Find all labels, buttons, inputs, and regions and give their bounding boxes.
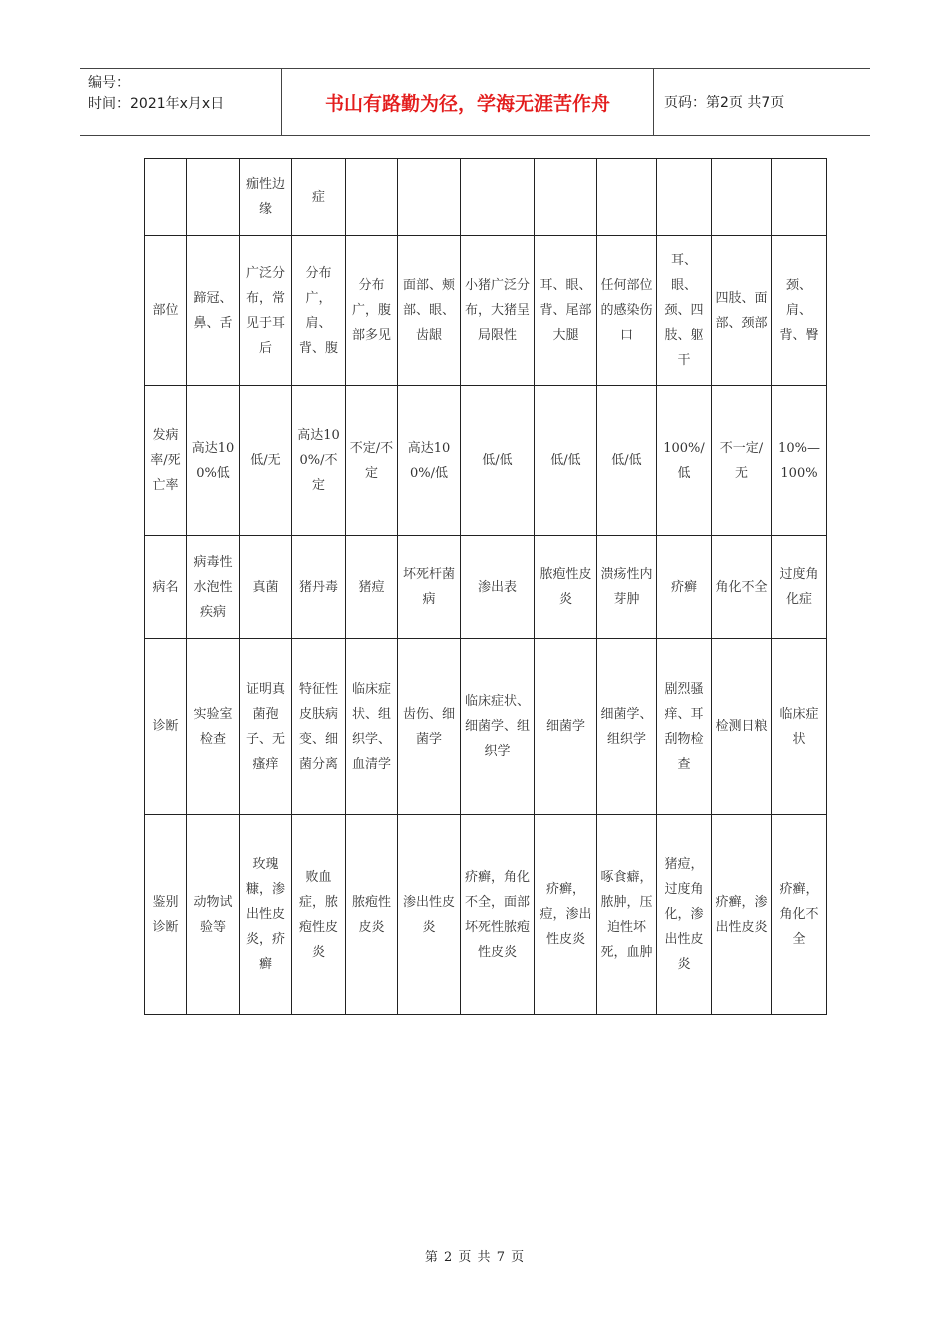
table-cell: 100%/低 xyxy=(657,386,712,536)
table-cell: 溃疡性内芽肿 xyxy=(597,536,657,639)
table-cell: 败血症，脓疱性皮炎 xyxy=(292,815,346,1015)
table-cell: 广泛分布，常见于耳后 xyxy=(240,236,292,386)
table-cell: 四肢、面部、颈部 xyxy=(712,236,772,386)
table-cell: 不一定/无 xyxy=(712,386,772,536)
table-cell: 疥癣，角化不全 xyxy=(772,815,827,1015)
table-cell: 低/低 xyxy=(535,386,597,536)
table-cell: 低/无 xyxy=(240,386,292,536)
disease-comparison-table xyxy=(144,158,827,1015)
table-cell: 过度角化症 xyxy=(772,536,827,639)
table-cell: 任何部位的感染伤口 xyxy=(597,236,657,386)
table-cell: 渗出性皮炎 xyxy=(398,815,461,1015)
table-cell: 猪痘，过度角化，渗出性皮炎 xyxy=(657,815,712,1015)
row-header-cell xyxy=(145,159,187,236)
page-footer: 第 2 页 共 7 页 xyxy=(424,1250,526,1265)
table-cell xyxy=(597,159,657,236)
table-cell: 猪丹毒 xyxy=(292,536,346,639)
table-cell: 脓疱性皮炎 xyxy=(346,815,398,1015)
table-cell: 坏死杆菌病 xyxy=(398,536,461,639)
table-cell: 检测日粮 xyxy=(712,639,772,815)
table-cell xyxy=(772,159,827,236)
table-cell xyxy=(461,159,535,236)
table-row xyxy=(145,536,827,639)
table-cell: 临床症状、细菌学、组织学 xyxy=(461,639,535,815)
table-cell: 临床症状、组织学、血清学 xyxy=(346,639,398,815)
header-meta xyxy=(80,69,282,135)
table-cell: 不定/不定 xyxy=(346,386,398,536)
table-cell: 颈、肩、背、臀 xyxy=(772,236,827,386)
row-header-cell: 鉴别诊断 xyxy=(145,815,187,1015)
table-cell: 蹄冠、鼻、舌 xyxy=(187,236,240,386)
table-cell: 分布广，肩、背、腹 xyxy=(292,236,346,386)
row-header-cell: 部位 xyxy=(145,236,187,386)
table-cell: 症 xyxy=(292,159,346,236)
row-header-cell: 病名 xyxy=(145,536,187,639)
table-cell: 实验室检查 xyxy=(187,639,240,815)
table-cell: 动物试验等 xyxy=(187,815,240,1015)
table-cell xyxy=(712,159,772,236)
table-cell: 特征性皮肤病变、细菌分离 xyxy=(292,639,346,815)
table-cell: 高达100%/不定 xyxy=(292,386,346,536)
table-cell: 疥癣，渗出性皮炎 xyxy=(712,815,772,1015)
table-cell: 渗出表 xyxy=(461,536,535,639)
table-body xyxy=(145,159,827,1015)
header-page-info: 页码：第2页 共7页 xyxy=(664,95,785,111)
table-cell: 真菌 xyxy=(240,536,292,639)
table-row xyxy=(145,815,827,1015)
table-cell: 剧烈骚痒、耳刮物检查 xyxy=(657,639,712,815)
table-row xyxy=(145,159,827,236)
table-cell: 疥癣 xyxy=(657,536,712,639)
document-time-label: 时间：2021年x月x日 xyxy=(88,96,225,112)
table-cell: 耳、眼、背、尾部大腿 xyxy=(535,236,597,386)
page-header xyxy=(80,68,870,136)
table-row xyxy=(145,236,827,386)
table-cell: 痂性边缘 xyxy=(240,159,292,236)
table-cell: 病毒性水泡性疾病 xyxy=(187,536,240,639)
row-header-cell: 发病率/死亡率 xyxy=(145,386,187,536)
table-cell: 疥癣，痘，渗出性皮炎 xyxy=(535,815,597,1015)
table-cell xyxy=(657,159,712,236)
table-cell: 猪痘 xyxy=(346,536,398,639)
table-cell: 角化不全 xyxy=(712,536,772,639)
table-cell: 细菌学 xyxy=(535,639,597,815)
table-row xyxy=(145,639,827,815)
table-cell: 低/低 xyxy=(597,386,657,536)
header-motto: 书山有路勤为径，学海无涯苦作舟 xyxy=(282,69,654,135)
table-cell: 10%—100% xyxy=(772,386,827,536)
table-cell: 证明真菌孢子、无瘙痒 xyxy=(240,639,292,815)
document-number-label: 编号： xyxy=(88,75,130,91)
table-cell: 啄食癖，脓肿，压迫性坏死，血肿 xyxy=(597,815,657,1015)
table-cell: 小猪广泛分布，大猪呈局限性 xyxy=(461,236,535,386)
table-cell: 齿伤、细菌学 xyxy=(398,639,461,815)
table-cell: 高达100%低 xyxy=(187,386,240,536)
table-cell xyxy=(535,159,597,236)
table-cell: 分布广，腹部多见 xyxy=(346,236,398,386)
table-row xyxy=(145,386,827,536)
table-cell: 面部、颊部、眼、齿龈 xyxy=(398,236,461,386)
row-header-cell: 诊断 xyxy=(145,639,187,815)
table-cell xyxy=(187,159,240,236)
table-cell: 耳、眼、颈、四肢、躯干 xyxy=(657,236,712,386)
table-cell: 脓疱性皮炎 xyxy=(535,536,597,639)
table-cell: 临床症状 xyxy=(772,639,827,815)
table-cell xyxy=(346,159,398,236)
table-cell: 低/低 xyxy=(461,386,535,536)
table-cell: 疥癣，角化不全，面部坏死性脓疱性皮炎 xyxy=(461,815,535,1015)
table-cell xyxy=(398,159,461,236)
table-cell: 玫瑰糠，渗出性皮炎，疥癣 xyxy=(240,815,292,1015)
table-cell: 高达100%/低 xyxy=(398,386,461,536)
table-cell: 细菌学、组织学 xyxy=(597,639,657,815)
